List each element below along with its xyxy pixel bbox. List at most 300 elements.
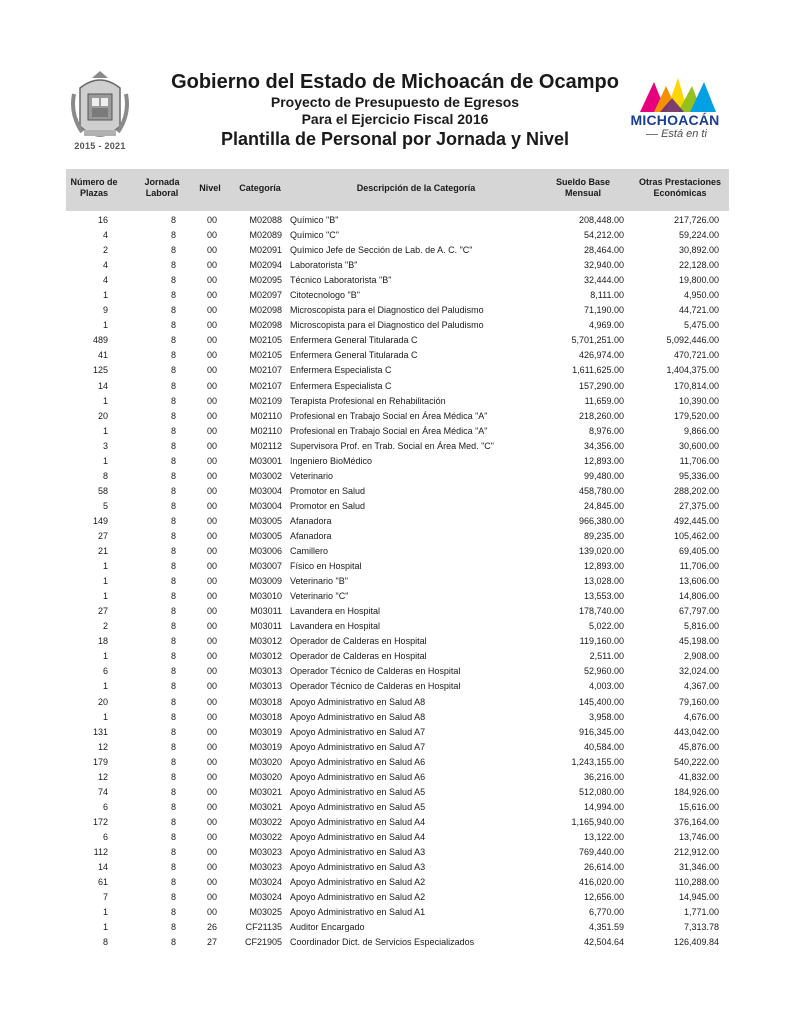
cell-jornada: 8 — [170, 846, 176, 857]
cell-sueldo: 1,165,940.00 — [571, 816, 624, 827]
cell-otras: 44,721.00 — [678, 305, 719, 316]
table-row — [66, 363, 729, 378]
cell-categoria: M03019 — [249, 726, 282, 737]
cell-descripcion: Enfermera General Titularada C — [290, 335, 418, 346]
table-row — [66, 634, 729, 649]
table-row — [66, 740, 729, 755]
table-row — [66, 439, 729, 454]
cell-sueldo: 13,028.00 — [583, 576, 624, 587]
cell-sueldo: 4,003.00 — [588, 681, 624, 692]
cell-jornada: 8 — [170, 771, 176, 782]
cell-nivel: 00 — [206, 470, 217, 481]
cell-plazas: 27 — [97, 606, 108, 617]
logo-wordmark: MICHOACÁN — [630, 112, 720, 128]
cell-descripcion: Químico "C" — [290, 230, 339, 241]
cell-categoria: M03006 — [249, 546, 282, 557]
cell-nivel: 00 — [206, 606, 217, 617]
col-header-descripcion: Descripción de la Categoría — [356, 183, 476, 193]
table-row — [66, 379, 729, 394]
table-row — [66, 830, 729, 845]
cell-jornada: 8 — [170, 636, 176, 647]
cell-descripcion: Coordinador Dict. de Servicios Especializados — [290, 937, 475, 948]
cell-categoria: M03010 — [249, 591, 282, 602]
cell-sueldo: 8,111.00 — [590, 290, 624, 301]
cell-descripcion: Microscopista para el Diagnostico del Paludismo — [290, 305, 484, 316]
cell-categoria: M03019 — [249, 741, 282, 752]
cell-descripcion: Operador de Calderas en Hospital — [290, 651, 427, 662]
cell-categoria: M03022 — [249, 816, 282, 827]
cell-categoria: M02091 — [249, 245, 282, 256]
cell-jornada: 8 — [170, 696, 176, 707]
cell-sueldo: 139,020.00 — [578, 546, 624, 557]
cell-jornada: 8 — [170, 907, 176, 918]
cell-categoria: M03007 — [249, 561, 282, 572]
cell-otras: 126,409.84 — [673, 937, 719, 948]
cell-jornada: 8 — [170, 651, 176, 662]
cell-plazas: 14 — [97, 380, 108, 391]
cell-sueldo: 11,659.00 — [584, 395, 624, 406]
table-row — [66, 664, 729, 679]
cell-jornada: 8 — [170, 260, 176, 271]
cell-plazas: 3 — [102, 440, 108, 451]
cell-descripcion: Enfermera Especialista C — [290, 380, 392, 391]
col-header-sueldo: Sueldo Base Mensual — [555, 177, 611, 198]
table-row — [66, 454, 729, 469]
cell-nivel: 00 — [206, 681, 217, 692]
cell-descripcion: Apoyo Administrativo en Salud A6 — [290, 756, 426, 767]
cell-otras: 45,198.00 — [678, 636, 719, 647]
cell-plazas: 172 — [92, 816, 108, 827]
cell-otras: 288,202.00 — [673, 485, 719, 496]
table-row — [66, 589, 729, 604]
cell-sueldo: 12,656.00 — [583, 892, 624, 903]
cell-otras: 5,816.00 — [683, 621, 719, 632]
table-row — [66, 695, 729, 710]
cell-descripcion: Camillero — [290, 546, 329, 557]
cell-plazas: 1 — [102, 711, 108, 722]
table-row — [66, 213, 729, 228]
cell-descripcion: Apoyo Administrativo en Salud A3 — [290, 846, 426, 857]
cell-nivel: 00 — [206, 395, 217, 406]
cell-categoria: M02107 — [249, 380, 282, 391]
table-row — [66, 890, 729, 905]
cell-sueldo: 24,845.00 — [583, 500, 624, 511]
cell-jornada: 8 — [170, 877, 176, 888]
cell-nivel: 00 — [206, 651, 217, 662]
cell-jornada: 8 — [170, 681, 176, 692]
cell-plazas: 4 — [102, 260, 108, 271]
cell-plazas: 9 — [102, 305, 108, 316]
table-row — [66, 574, 729, 589]
table-row — [66, 514, 729, 529]
cell-categoria: M03011 — [250, 621, 282, 632]
cell-nivel: 00 — [206, 771, 217, 782]
cell-sueldo: 966,380.00 — [578, 515, 624, 526]
cell-descripcion: Veterinario "C" — [290, 591, 349, 602]
col-header-otras: Otras Prestaciones Económicas — [638, 177, 722, 198]
table-row — [66, 770, 729, 785]
cell-jornada: 8 — [170, 892, 176, 903]
cell-jornada: 8 — [170, 576, 176, 587]
col-header-categoria: Categoría — [239, 183, 281, 193]
cell-descripcion: Apoyo Administrativo en Salud A2 — [290, 892, 426, 903]
cell-categoria: M03002 — [249, 470, 282, 481]
table-row — [66, 755, 729, 770]
cell-categoria: M02098 — [249, 305, 282, 316]
cell-nivel: 00 — [206, 500, 217, 511]
cell-nivel: 00 — [206, 862, 217, 873]
table-row — [66, 845, 729, 860]
cell-otras: 179,520.00 — [673, 410, 719, 421]
cell-jornada: 8 — [170, 425, 176, 436]
cell-descripcion: Promotor en Salud — [290, 500, 366, 511]
cell-otras: 67,797.00 — [678, 606, 719, 617]
cell-plazas: 6 — [102, 801, 108, 812]
cell-nivel: 00 — [206, 350, 217, 361]
cell-otras: 4,950.00 — [683, 290, 719, 301]
cell-plazas: 4 — [102, 275, 108, 286]
cell-descripcion: Apoyo Administrativo en Salud A8 — [290, 696, 426, 707]
cell-nivel: 00 — [206, 892, 217, 903]
col-header-plazas: Número de Plazas — [70, 177, 118, 198]
cell-otras: 11,706.00 — [679, 561, 719, 572]
cell-categoria: M03025 — [249, 907, 282, 918]
cell-nivel: 00 — [206, 425, 217, 436]
cell-descripcion: Terapista Profesional en Rehabilitación — [290, 395, 446, 406]
cell-jornada: 8 — [170, 350, 176, 361]
cell-descripcion: Operador Técnico de Calderas en Hospital — [290, 681, 461, 692]
cell-plazas: 1 — [102, 907, 108, 918]
cell-otras: 22,128.00 — [678, 260, 719, 271]
cell-nivel: 00 — [206, 741, 217, 752]
cell-sueldo: 12,893.00 — [583, 561, 624, 572]
cell-categoria: M03018 — [249, 696, 282, 707]
page-title: Gobierno del Estado de Michoacán de Ocampo — [171, 71, 619, 93]
crest-years-label: 2015 - 2021 — [74, 141, 126, 151]
cell-plazas: 27 — [97, 530, 108, 541]
cell-sueldo: 3,958.00 — [588, 711, 624, 722]
cell-jornada: 8 — [170, 666, 176, 677]
staff-table-body — [66, 213, 729, 950]
table-row — [66, 409, 729, 424]
cell-nivel: 00 — [206, 621, 217, 632]
cell-sueldo: 14,994.00 — [583, 801, 624, 812]
cell-descripcion: Operador Técnico de Calderas en Hospital — [290, 666, 461, 677]
cell-otras: 110,288.00 — [674, 877, 719, 888]
cell-descripcion: Supervisora Prof. en Trab. Social en Área Med. "C" — [290, 440, 494, 451]
table-row — [66, 619, 729, 634]
cell-sueldo: 71,190.00 — [583, 305, 624, 316]
cell-jornada: 8 — [170, 591, 176, 602]
cell-plazas: 5 — [102, 500, 108, 511]
cell-nivel: 00 — [206, 260, 217, 271]
cell-otras: 1,771.00 — [683, 907, 719, 918]
cell-jornada: 8 — [170, 741, 176, 752]
cell-plazas: 4 — [102, 230, 108, 241]
cell-plazas: 1 — [102, 651, 108, 662]
cell-descripcion: Apoyo Administrativo en Salud A7 — [290, 741, 426, 752]
cell-plazas: 149 — [92, 515, 108, 526]
cell-plazas: 1 — [102, 425, 108, 436]
cell-plazas: 131 — [92, 726, 108, 737]
cell-nivel: 00 — [206, 530, 217, 541]
cell-plazas: 12 — [97, 771, 108, 782]
cell-plazas: 1 — [102, 320, 108, 331]
cell-nivel: 00 — [206, 440, 217, 451]
cell-nivel: 00 — [206, 591, 217, 602]
cell-plazas: 1 — [102, 922, 108, 933]
table-row — [66, 484, 729, 499]
cell-categoria: M03004 — [249, 485, 282, 496]
cell-sueldo: 2,511.00 — [589, 651, 624, 662]
cell-otras: 492,445.00 — [673, 515, 719, 526]
cell-otras: 41,832.00 — [678, 771, 719, 782]
cell-sueldo: 208,448.00 — [578, 215, 624, 225]
cell-jornada: 8 — [170, 561, 176, 572]
table-row — [66, 499, 729, 514]
table-row — [66, 288, 729, 303]
cell-jornada: 8 — [170, 440, 176, 451]
cell-otras: 443,042.00 — [673, 726, 719, 737]
cell-categoria: M03021 — [249, 786, 282, 797]
cell-sueldo: 6,770.00 — [588, 907, 624, 918]
cell-categoria: M03024 — [249, 877, 282, 888]
cell-descripcion: Químico Jefe de Sección de Lab. de A. C. "C" — [290, 245, 473, 256]
cell-descripcion: Apoyo Administrativo en Salud A5 — [290, 801, 426, 812]
cell-sueldo: 769,440.00 — [578, 846, 624, 857]
cell-sueldo: 28,464.00 — [583, 245, 624, 256]
table-row — [66, 725, 729, 740]
cell-plazas: 61 — [97, 877, 108, 888]
cell-categoria: M02110 — [250, 425, 282, 436]
cell-categoria: M02097 — [249, 290, 282, 301]
cell-nivel: 00 — [206, 230, 217, 241]
table-row — [66, 318, 729, 333]
cell-descripcion: Apoyo Administrativo en Salud A4 — [290, 831, 426, 842]
cell-descripcion: Apoyo Administrativo en Salud A3 — [290, 862, 426, 873]
table-row — [66, 243, 729, 258]
cell-jornada: 8 — [170, 320, 176, 331]
cell-descripcion: Apoyo Administrativo en Salud A4 — [290, 816, 426, 827]
cell-descripcion: Promotor en Salud — [290, 485, 366, 496]
cell-sueldo: 52,960.00 — [583, 666, 624, 677]
cell-jornada: 8 — [170, 335, 176, 346]
cell-plazas: 20 — [97, 696, 108, 707]
table-row — [66, 649, 729, 664]
cell-categoria: M03024 — [249, 892, 282, 903]
cell-otras: 4,676.00 — [683, 711, 719, 722]
table-row — [66, 679, 729, 694]
cell-otras: 14,806.00 — [678, 591, 719, 602]
cell-jornada: 8 — [170, 410, 176, 421]
cell-plazas: 74 — [97, 786, 108, 797]
cell-categoria: M02105 — [249, 350, 282, 361]
cell-otras: 5,092,446.00 — [666, 335, 719, 346]
title-block — [160, 70, 630, 150]
cell-sueldo: 89,235.00 — [583, 530, 624, 541]
table-row — [66, 905, 729, 920]
cell-nivel: 00 — [206, 576, 217, 587]
table-row — [66, 348, 729, 363]
cell-nivel: 00 — [206, 245, 217, 256]
cell-otras: 95,336.00 — [678, 470, 719, 481]
cell-otras: 10,390.00 — [678, 395, 719, 406]
cell-otras: 30,892.00 — [678, 245, 719, 256]
page-subtitle-staff-table: Plantilla de Personal por Jornada y Nivel — [220, 129, 570, 149]
cell-sueldo: 40,584.00 — [583, 741, 624, 752]
cell-categoria: M03021 — [249, 801, 282, 812]
cell-jornada: 8 — [170, 365, 176, 376]
cell-otras: 4,367.00 — [683, 681, 719, 692]
cell-sueldo: 36,216.00 — [583, 771, 624, 782]
cell-plazas: 112 — [93, 846, 108, 857]
cell-categoria: M03023 — [249, 846, 282, 857]
cell-otras: 15,616.00 — [678, 801, 719, 812]
cell-otras: 27,375.00 — [678, 500, 719, 511]
cell-jornada: 8 — [170, 862, 176, 873]
cell-otras: 13,606.00 — [678, 576, 719, 587]
table-row — [66, 228, 729, 243]
cell-categoria: M03022 — [249, 831, 282, 842]
cell-categoria: M03023 — [249, 862, 282, 873]
cell-plazas: 8 — [102, 470, 108, 481]
cell-jornada: 8 — [170, 380, 176, 391]
cell-sueldo: 916,345.00 — [578, 726, 624, 737]
cell-otras: 13,746.00 — [678, 831, 719, 842]
cell-categoria: M03013 — [249, 666, 282, 677]
cell-nivel: 00 — [206, 561, 217, 572]
cell-sueldo: 26,614.00 — [583, 862, 624, 873]
cell-otras: 45,876.00 — [678, 741, 719, 752]
cell-sueldo: 4,969.00 — [588, 320, 624, 331]
cell-plazas: 1 — [102, 561, 108, 572]
cell-descripcion: Apoyo Administrativo en Salud A2 — [290, 877, 426, 888]
cell-otras: 2,908.00 — [683, 651, 719, 662]
cell-jornada: 8 — [170, 801, 176, 812]
cell-plazas: 12 — [97, 741, 108, 752]
cell-nivel: 00 — [206, 801, 217, 812]
cell-nivel: 00 — [206, 756, 217, 767]
cell-plazas: 41 — [97, 350, 108, 361]
cell-categoria: M03005 — [249, 530, 282, 541]
cell-categoria: M02109 — [249, 395, 282, 406]
cell-descripcion: Citotecnologo "B" — [290, 290, 360, 301]
cell-otras: 1,404,375.00 — [666, 365, 719, 376]
cell-plazas: 14 — [97, 862, 108, 873]
cell-nivel: 00 — [206, 786, 217, 797]
cell-descripcion: Microscopista para el Diagnostico del Paludismo — [290, 320, 484, 331]
cell-plazas: 125 — [92, 365, 108, 376]
cell-otras: 170,814.00 — [673, 380, 719, 391]
cell-plazas: 2 — [102, 621, 108, 632]
cell-descripcion: Apoyo Administrativo en Salud A6 — [290, 771, 426, 782]
cell-descripcion: Apoyo Administrativo en Salud A1 — [290, 907, 426, 918]
table-row — [66, 273, 729, 288]
table-row — [66, 800, 729, 815]
cell-categoria: CF21905 — [244, 937, 282, 948]
cell-plazas: 7 — [102, 892, 108, 903]
cell-jornada: 8 — [170, 606, 176, 617]
cell-nivel: 00 — [206, 666, 217, 677]
cell-jornada: 8 — [170, 470, 176, 481]
cell-plazas: 6 — [102, 831, 108, 842]
cell-plazas: 1 — [102, 591, 108, 602]
cell-otras: 59,224.00 — [678, 230, 719, 241]
cell-descripcion: Apoyo Administrativo en Salud A7 — [290, 726, 426, 737]
cell-otras: 5,475.00 — [683, 320, 719, 331]
cell-sueldo: 34,356.00 — [583, 440, 624, 451]
cell-jornada: 8 — [170, 515, 176, 526]
cell-descripcion: Técnico Laboratorista "B" — [290, 275, 392, 286]
cell-categoria: M02112 — [250, 440, 282, 451]
cell-otras: 14,945.00 — [678, 892, 719, 903]
cell-plazas: 1 — [102, 290, 108, 301]
cell-otras: 7,313.78 — [683, 922, 719, 933]
cell-sueldo: 54,212.00 — [583, 230, 624, 241]
cell-nivel: 00 — [206, 275, 217, 286]
table-row — [66, 544, 729, 559]
cell-jornada: 8 — [170, 275, 176, 286]
cell-otras: 105,462.00 — [673, 530, 719, 541]
table-row — [66, 559, 729, 574]
page-header — [0, 0, 791, 165]
table-row — [66, 258, 729, 273]
cell-descripcion: Afanadora — [290, 530, 332, 541]
cell-sueldo: 458,780.00 — [578, 485, 624, 496]
cell-plazas: 16 — [97, 215, 108, 225]
cell-sueldo: 416,020.00 — [578, 877, 624, 888]
cell-otras: 217,726.00 — [673, 215, 719, 225]
cell-sueldo: 32,444.00 — [583, 275, 624, 286]
cell-sueldo: 42,504.64 — [583, 937, 624, 948]
cell-categoria: M03018 — [249, 711, 282, 722]
table-header — [66, 169, 729, 211]
cell-categoria: M02094 — [249, 260, 282, 271]
cell-otras: 212,912.00 — [673, 846, 719, 857]
cell-otras: 11,706.00 — [679, 455, 719, 466]
cell-descripcion: Afanadora — [290, 515, 332, 526]
cell-descripcion: Ingeniero BioMédico — [290, 455, 373, 466]
cell-categoria: M02089 — [249, 230, 282, 241]
cell-nivel: 00 — [206, 305, 217, 316]
cell-jornada: 8 — [170, 245, 176, 256]
cell-sueldo: 218,260.00 — [578, 410, 624, 421]
cell-categoria: M03012 — [249, 636, 282, 647]
cell-descripcion: Enfermera General Titularada C — [290, 350, 418, 361]
cell-plazas: 489 — [92, 335, 108, 346]
cell-jornada: 8 — [170, 786, 176, 797]
cell-categoria: M03004 — [249, 500, 282, 511]
cell-nivel: 00 — [206, 711, 217, 722]
cell-otras: 69,405.00 — [678, 546, 719, 557]
cell-categoria: M03013 — [249, 681, 282, 692]
cell-categoria: M02095 — [249, 275, 282, 286]
cell-nivel: 00 — [206, 485, 217, 496]
cell-sueldo: 1,243,155.00 — [571, 756, 624, 767]
cell-descripcion: Apoyo Administrativo en Salud A8 — [290, 711, 426, 722]
cell-sueldo: 426,974.00 — [578, 350, 624, 361]
cell-otras: 79,160.00 — [678, 696, 719, 707]
cell-jornada: 8 — [170, 530, 176, 541]
cell-otras: 376,164.00 — [673, 816, 719, 827]
cell-jornada: 8 — [170, 831, 176, 842]
cell-plazas: 8 — [102, 937, 108, 948]
cell-jornada: 8 — [170, 922, 176, 933]
cell-categoria: M03001 — [249, 455, 282, 466]
table-row — [66, 424, 729, 439]
cell-categoria: M02107 — [249, 365, 282, 376]
cell-otras: 31,346.00 — [678, 862, 719, 873]
